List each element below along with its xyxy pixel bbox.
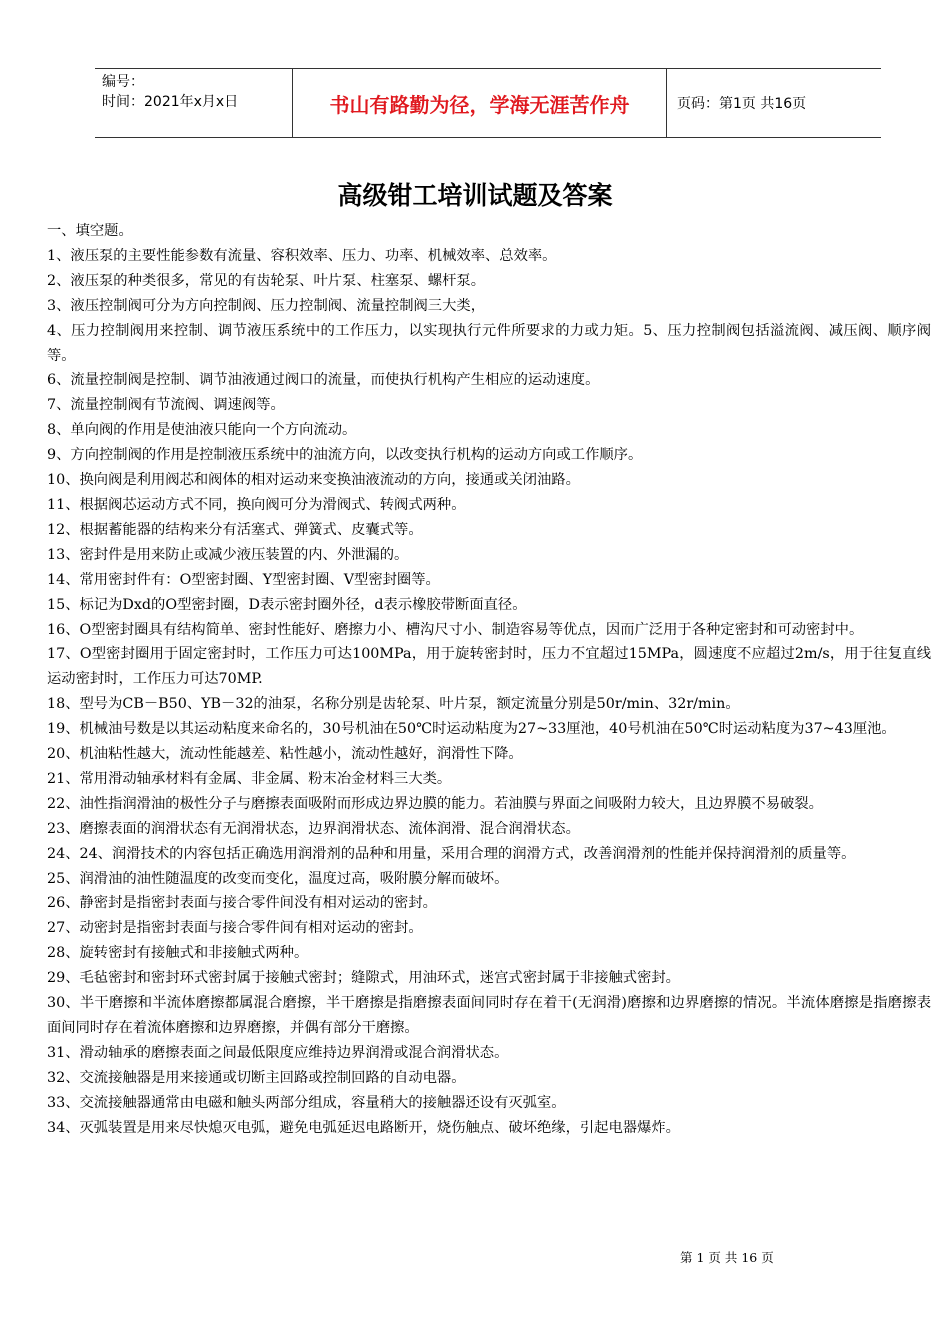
paragraph: 23、磨擦表面的润滑状态有无润滑状态，边界润滑状态、流体润滑、混合润滑状态。: [47, 820, 580, 837]
paragraph: 33、交流接触器通常由电磁和触头两部分组成，容量稍大的接触器还设有灭弧室。: [47, 1094, 566, 1111]
paragraph: 27、动密封是指密封表面与接合零件间有相对运动的密封。: [47, 920, 423, 937]
paragraph: 6、流量控制阀是控制、调节油液通过阀口的流量，而使执行机构产生相应的运动速度。: [47, 372, 600, 389]
document-title: 高级钳工培训试题及答案: [337, 181, 613, 210]
paragraph: 2、液压泵的种类很多，常见的有齿轮泵、叶片泵、柱塞泵、螺杆泵。: [47, 272, 485, 289]
paragraph: 12、根据蓄能器的结构来分有活塞式、弹簧式、皮囊式等。: [47, 521, 423, 538]
page-info-cell: [667, 69, 881, 137]
paragraph: 18、型号为CB－B50、YB－32的油泵，名称分别是齿轮泵、叶片泵，额定流量分别是50r/min、32r/min。: [47, 696, 740, 713]
paragraph: 22、油性指润滑油的极性分子与磨擦表面吸附而形成边界边膜的能力。若油膜与界面之间吸附力较大，且边界膜不易破裂。: [47, 795, 823, 812]
motto-cell: [293, 69, 667, 137]
page-info-text: 页码：第1页 共16页: [677, 96, 807, 112]
paragraph: 3、液压控制阀可分为方向控制阀、压力控制阀、流量控制阀三大类，: [47, 297, 485, 314]
paragraph: 一、填空题。: [47, 223, 133, 239]
paragraph: 8、单向阀的作用是使油液只能向一个方向流动。: [47, 422, 357, 439]
paragraph: 1、液压泵的主要性能参数有流量、容积效率、压力、功率、机械效率、总效率。: [47, 247, 557, 264]
paragraph: 11、根据阀芯运动方式不同，换向阀可分为滑阀式、转阀式两种。: [47, 496, 466, 513]
paragraph: 15、标记为Dxd的O型密封圈，D表示密封圈外径，d表示橡胶带断面直径。: [47, 596, 527, 613]
paragraph: 14、常用密封件有：O型密封圈、Y型密封圈、V型密封圈等。: [47, 571, 440, 588]
paragraph: 26、静密封是指密封表面与接合零件间没有相对运动的密封。: [47, 895, 437, 912]
header-table: [95, 68, 881, 138]
header-info-cell: [95, 69, 293, 137]
paragraph: 25、润滑油的油性随温度的改变而变化，温度过高，吸附膜分解而破坏。: [47, 870, 509, 887]
paragraph: 7、流量控制阀有节流阀、调速阀等。: [47, 397, 285, 414]
paragraph: 21、常用滑动轴承材料有金属、非金属、粉末冶金材料三大类。: [47, 770, 452, 787]
paragraph: 32、交流接触器是用来接通或切断主回路或控制回路的自动电器。: [47, 1069, 466, 1086]
paragraph: 31、滑动轴承的磨擦表面之间最低限度应维持边界润滑或混合润滑状态。: [47, 1044, 509, 1061]
time-label: 时间：2021年x月x日: [102, 94, 239, 110]
number-label: 编号：: [102, 74, 144, 90]
paragraph: 9、方向控制阀的作用是控制液压系统中的油流方向，以改变执行机构的运动方向或工作顺序。: [47, 447, 643, 464]
paragraph: 13、密封件是用来防止或减少液压装置的内、外泄漏的。: [47, 546, 409, 563]
paragraph: 20、机油粘性越大，流动性能越差、粘性越小，流动性越好，润滑性下降。: [47, 746, 523, 763]
document-body: [47, 219, 931, 1141]
paragraph: 29、毛毡密封和密封环式密封属于接触式密封；缝隙式，用油环式，迷宫式密封属于非接触式密封。: [47, 970, 680, 987]
paragraph: 19、机械油号数是以其运动粘度来命名的，30号机油在50℃时运动粘度为27~33厘池，40号机油在50℃时运动粘度为37~43厘池。: [47, 721, 896, 738]
paragraph: 34、灭弧装置是用来尽快熄灭电弧，避免电弧延迟电路断开，烧伤触点、破坏绝缘，引起电器爆炸。: [47, 1119, 680, 1136]
motto-text: 书山有路勤为径，学海无涯苦作舟: [329, 92, 630, 117]
paragraph: 4、压力控制阀用来控制、调节液压系统中的工作压力，以实现执行元件所要求的力或力矩。5、压力控制阀包括溢流阀、减压阀、顺序阀等。: [47, 322, 931, 364]
paragraph: 30、半干磨擦和半流体磨擦都属混合磨擦，半干磨擦是指磨擦表面间同时存在着干(无润滑)磨擦和边界磨擦的情况。半流体磨擦是指磨擦表面间同时存在着流体磨擦和边界磨擦，并偶有部分干磨擦。: [47, 995, 931, 1036]
paragraph: 28、旋转密封有接触式和非接触式两种。: [47, 945, 309, 962]
paragraph: 16、O型密封圈具有结构简单、密封性能好、磨擦力小、槽沟尺寸小、制造容易等优点，因而广泛用于各种定密封和可动密封中。: [47, 621, 864, 638]
paragraph: 17、O型密封圈用于固定密封时，工作压力可达100MPa，用于旋转密封时，压力不宜超过15MPa，圆速度不应超过2m/s，用于往复直线运动密封时，工作压力可达70MP.: [47, 646, 931, 688]
paragraph: 10、换向阀是利用阀芯和阀体的相对运动来变换油液流动的方向，接通或关闭油路。: [47, 472, 580, 489]
page-footer: 第 1 页 共 16 页: [680, 1250, 774, 1265]
paragraph: 24、24、润滑技术的内容包括正确选用润滑剂的品种和用量，采用合理的润滑方式，改善润滑剂的性能并保持润滑剂的质量等。: [47, 845, 856, 862]
